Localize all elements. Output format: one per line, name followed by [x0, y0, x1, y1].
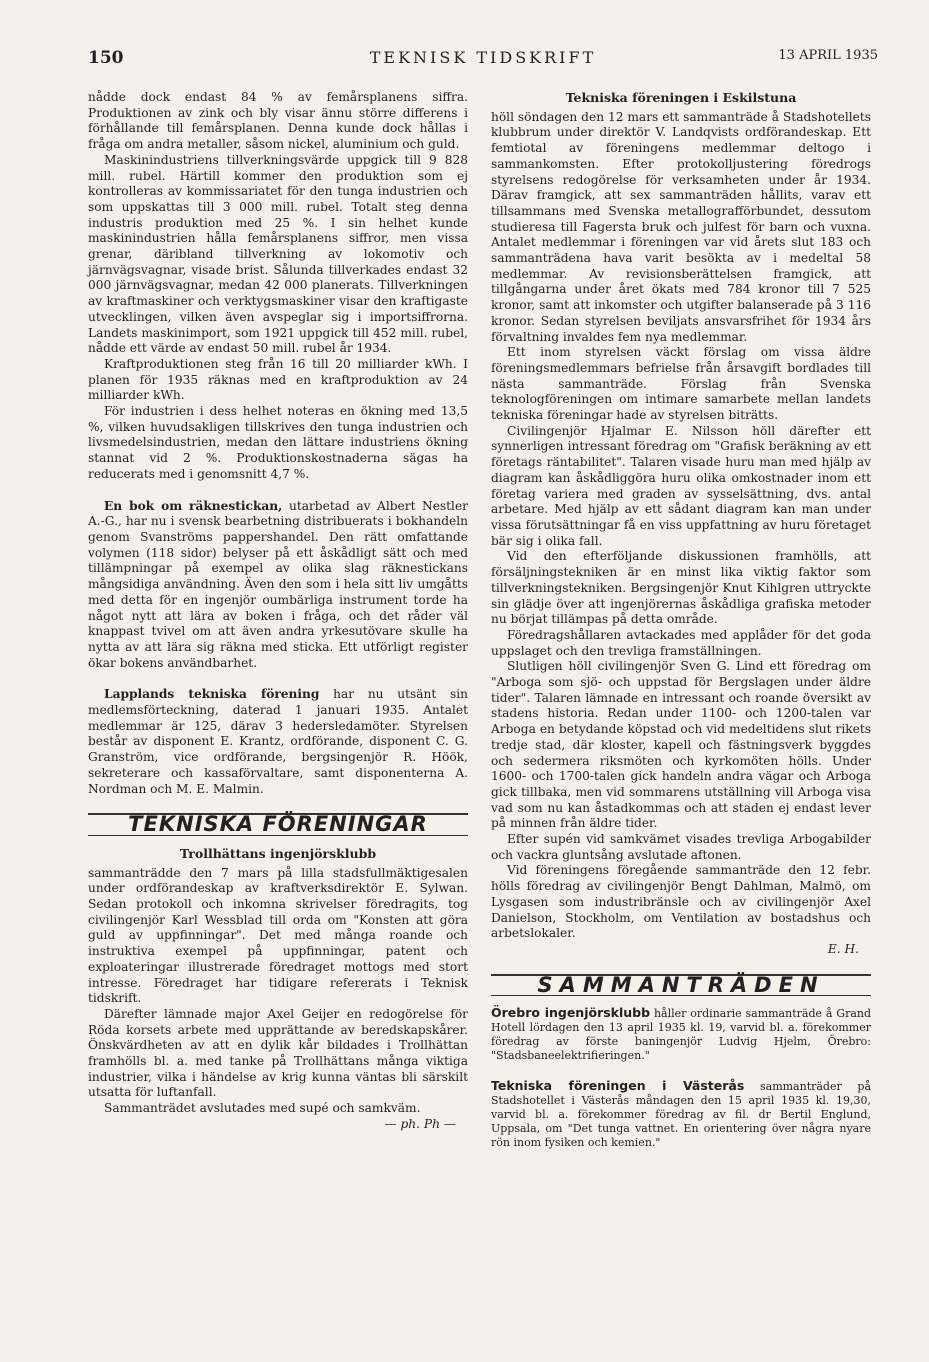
orebro-notice — [491, 1006, 871, 1063]
trollhattan-heading: Trollhättans ingenjörsklubb — [179, 845, 377, 861]
paragraph: Sammanträdet avslutades med supé och samkväm. — [104, 1101, 421, 1116]
paragraph: Efter supén vid samkvämet visades trevliga Arbogabilder och vackra gluntsång avslutade aftonen. — [491, 832, 871, 862]
paragraph: Ett inom styrelsen väckt förslag om vissa äldre föreningsmedlemmars befrielse från årsavgift bordlades till nästa sammanträde. Förslag från Svenska teknologföreningen om intimare samarbete mellan landets tekniska föreningar hade av styrelsen biträtts. — [491, 345, 871, 423]
paragraph: Vid den efterföljande diskussionen framhölls, att försäljningstekniken är en minst lika viktig faktor som tillverkningstekniken. Bergsingenjör Knut Kihlgren uttryckte sin glädje över att ingenjörernas åskådliga grafiska metoder nu börjat tillämpas på detta område. — [491, 549, 871, 627]
vasteras-notice-text: sammanträder på Stadshotellet i Västerås måndagen den 15 april 1935 kl. 19,30, varvid bl. a. förekommer föredrag av fil. dr Bertil Englund, Uppsala, om "Det tunga vattnet. En orientering över några nyare rön inom fysiken och kemien." — [491, 1080, 871, 1150]
section-title-sammantraden: SAMMANTRÄDEN — [491, 974, 871, 997]
paragraph: Därefter lämnade major Axel Geijer en redogörelse för Röda korsets arbete med upprättande av beredskapskårer. Önskvärdheten av att en dylik kår bildades i Trollhättan framhölls bl. a. med tanke på Trollhättans många viktiga industrier, vilka i händelse av krig kunna väntas bli särskilt utsatta för luftanfall. — [88, 1006, 468, 1100]
paragraph: Civilingenjör Hjalmar E. Nilsson höll därefter ett synnerligen intressant föredrag om "Grafisk beräkning av ett företags räntabilitet". Talaren visade huru man med hjälp av diagram kan åskådliggöra huru olika omkostnader inom ett företag variera med graden av sysselsättning, dvs. antal arbetare. Med hjälp av ett sådant diagram kan man under vissa förutsättningar få en viss uppfattning av huru företaget bär sig i olika fall. — [491, 423, 871, 548]
page-header — [88, 48, 878, 72]
paragraph: Föredragshållaren avtackades med applåder för det goda uppslaget och den trevliga framställningen. — [491, 627, 871, 658]
vasteras-notice-lead: Tekniska föreningen i Västerås — [491, 1078, 745, 1094]
paragraph: Vid föreningens föregående sammanträde den 12 febr. hölls föredrag av civilingenjör Bengt Dahlman, Malmö, om Lysgasen som industribränsle och av civilingenjör Axel Danielson, Stockholm, om Ventilation av bostadshus och arbetslokaler. — [491, 863, 871, 941]
paragraph: Kraftproduktionen steg från 16 till 20 milliarder kWh. I planen för 1935 räknas med en kraftproduktion av 24 milliarder kWh. — [88, 356, 468, 403]
paragraph: nådde dock endast 84 % av femårsplanens siffra. Produktionen av zink och bly visar ännu större differens i förhållande till femårsplanen. Denna kunde dock hållas i fråga om andra metaller, såsom nickel, aluminium och guld. — [88, 90, 468, 152]
signature: — ph. Ph — — [384, 1116, 456, 1131]
paragraph: Slutligen höll civilingenjör Sven G. Lind ett föredrag om "Arboga som sjö- och uppstad för Bergslagen under äldre tider". Talaren lämnade en intressant och roande översikt av stadens historia. Redan under 1100- och 1200-talen var Arboga en betydande köpstad och vid medeltidens slut rikets tredje stad, där kloster, kapell och fästningsverk byggdes och sedermera riksmöten och kyrkomöten hölls. Under 1600- och 1700-talen gick handeln andra vägar och Arboga gick tillbaka, men vid sommarens utställning vill Arboga visa vad som nu kan åstadkommas och att staden ej endast lever på minnen från äldre tider. — [491, 659, 871, 831]
vasteras-notice — [491, 1079, 871, 1150]
paragraph: sammanträdde den 7 mars på lilla stadsfullmäktigesalen under ordförandeskap av kraftverksdirektör E. Sylwan. Sedan protokoll och inkomna skrivelser föredragits, tog civilingenjör Karl Wessblad till orda om "Konsten att göra guld av uppfinningar". Det med många roande och instruktiva exempel på uppfinningar, patent och exploateringar illustrerade föredraget mottogs med stort intresse. Föredraget har tidigare refererats i Teknisk tidskrift. — [88, 865, 468, 1006]
signature: E. H. — [827, 941, 859, 956]
journal-title: TEKNISK TIDSKRIFT — [369, 48, 597, 67]
book-notice-lead: En bok om räknestickan, — [104, 498, 283, 513]
orebro-notice-text: håller ordinarie sammanträde å Grand Hotell lördagen den 13 april 1935 kl. 19, varvid bl. a. förekommer föredrag av förste baningenjör Ludvig Hjelm, Örebro: "Stadsbaneelektrifieringen." — [491, 1007, 872, 1063]
lappland-notice — [88, 687, 468, 797]
orebro-notice-lead: Örebro ingenjörsklubb — [491, 1005, 651, 1021]
lappland-notice-text: har nu utsänt sin medlemsförteckning, daterad 1 januari 1935. Antalet medlemmar är 125, därav 3 hedersledamöter. Styrelsen består av disponent E. Krantz, ordförande, disponent C. G. Granström, vice ordförande, bergsingenjör R. Höök, sekreterare och kassaförvaltare, samt disponenterna A. Nordman och M. E. Malmin. — [88, 687, 468, 796]
paragraph: För industrien i dess helhet noteras en ökning med 13,5 %, vilken huvudsakligen tillskrives den tunga industrien och livsmedelsindustrien, medan den lättare industriens ökning stannat vid 2 %. Produktionskostnaderna sägas ha reducerats med i genomsnitt 4,7 %. — [88, 404, 468, 481]
left-column — [88, 90, 468, 1133]
lappland-notice-lead: Lapplands tekniska förening — [104, 687, 320, 702]
section-title-tekniska-foreningar: TEKNISKA FÖRENINGAR — [88, 813, 468, 836]
eskilstuna-heading: Tekniska föreningen i Eskilstuna — [565, 90, 797, 105]
right-column — [491, 90, 871, 1150]
book-notice — [88, 499, 468, 672]
paragraph: Maskinindustriens tillverkningsvärde uppgick till 9 828 mill. rubel. Härtill kommer den produktion som ej kontrolleras av kommissariatet för den tunga industrien och som uppskattas till 3 000 mill. rubel. Totalt steg denna industris produktion med 25 %. I sin helhet kunde maskinindustrien hålla femårsplanens siffror, men vissa grenar, däribland tillverkning av lokomotiv och järnvägsvagnar, visade brist. Sålunda tillverkades endast 32 000 järnvägsvagnar, medan 42 000 planerats. Tillverkningen av kraftmaskiner och verktygsmaskiner visar den kraftigaste utvecklingen, vilken även avspeglar sig i importsiffrorna. Landets maskinimport, som 1921 uppgick till 452 mill. rubel, nådde ett värde av endast 50 mill. rubel år 1934. — [88, 152, 468, 356]
issue-date: 13 APRIL 1935 — [778, 48, 878, 63]
paragraph: höll söndagen den 12 mars ett sammanträde å Stadshotellets klubbrum under direktör V. Landqvists ordförandeskap. Ett femtiotal av föreningens medlemmar deltogo i sammankomsten. Efter protokolljustering föredrogs styrelsens redogörelse för verksamheten under år 1934. Därav framgick, att sex sammanträden hållits, varav ett tillsammans med Svenska metallografförbundet, dessutom studieresa till Fagersta bruk och julfest för barn och vuxna. Antalet medlemmar i föreningen var vid årets slut 183 och sammanträdena hava varit besökta av i medeltal 58 medlemmar. Av revisionsberättelsen framgick, att tillgångarna under året ökats med 784 kronor till 7 525 kronor, samt att inkomster och utgifter balanserade på 3 116 kronor. Sedan styrelsen beviljats ansvarsfrihet för 1934 års förvaltning invaldes fem nya medlemmar. — [491, 109, 871, 344]
page-number: 150 — [88, 48, 124, 68]
book-notice-text: utarbetad av Albert Nestler A.-G., har nu i svensk bearbetning distribuerats i bokhandeln genom Svanströms pappershandel. Den rätt omfattande volymen (118 sidor) belyser på ett åskådligt sätt och med tillämpningar på exempel av olika slag räknestickans mångsidiga användning. Även den som i hela sitt liv umgåtts med detta för en ingenjör oumbärliga instrument torde ha något nytt att lära av boken i fråga, och det råder väl knappast tvivel om att även andra yrkesutövare skulle ha nytta av att lära sig räkna med sticka. Ett utförligt register ökar bokens användbarhet. — [88, 498, 468, 670]
